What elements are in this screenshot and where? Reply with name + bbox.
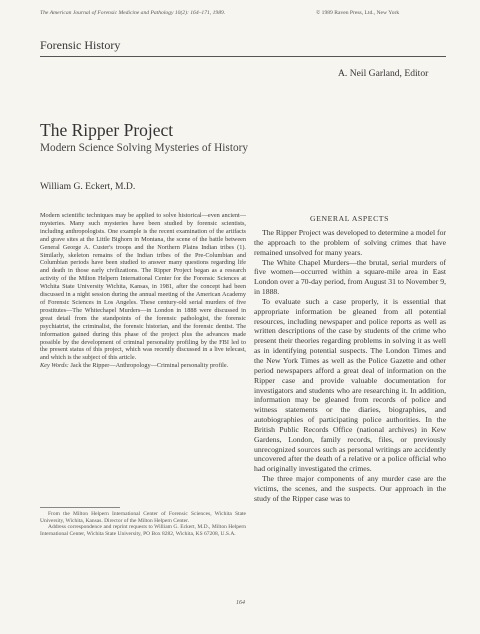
section-rule [40, 56, 446, 57]
keywords-line [40, 362, 246, 370]
copyright-notice: © 1989 Raven Press, Ltd., New York [316, 10, 400, 16]
journal-citation: The American Journal of Forensic Medicine and Pathology 10(2): 164–171, 1989. [40, 10, 226, 16]
keywords-label: Key Words: [40, 362, 69, 370]
footnote-rule [40, 507, 120, 508]
footnote-affiliation: From the Milton Helpern International Center of Forensic Sciences, Wichita State University, Wichita, Kansas. Director of the Milton Helpern Center. [40, 511, 246, 524]
footnote [40, 511, 246, 537]
section-heading: GENERAL ASPECTS [310, 214, 389, 223]
abstract-text: Modern scientific techniques may be applied to solve historical—even ancient—mysteries. Many such mysteries have been studied by forensic scientists, including anthropologists. One example is the recent examination of the artifacts and grave sites at the Little Bighorn in Montana, the scene of the battle between General George A. Custer's troops and the Northern Plains Indian tribes (1). Similarly, skeleton remains of the Indian tribes of the Pre-Columbian and Columbian periods have been studied to answer many questions regarding life and death in those early civilizations. The Ripper Project began as a research activity of the Milton Helpern International Center for the Forensic Sciences at Wichita State University Wichita, Kansas, in 1981, after the concept had been discussed in a night session during the annual meeting of the American Academy of Forensic Sciences in Los Angeles. These century-old serial murders of five prostitutes—The Whitechapel Murders—in London in 1888 were discussed in great detail from the standpoints of the forensic pathologist, the forensic psychiatrist, the criminalist, the forensic historian, and the forensic dentist. The information gained during this phase of the project plus the advances made possible by the development of criminal personality profiling by the FBI led to the present status of this project, which was recently discussed in a live telecast, and which is the subject of this article. [40, 212, 246, 362]
keywords: Jack the Ripper—Anthropology—Criminal personality profile. [70, 362, 229, 370]
body-text [254, 228, 446, 504]
abstract [40, 212, 246, 370]
article-author: William G. Eckert, M.D. [40, 181, 136, 192]
body-paragraph-2: The White Chapel Murders—the brutal, serial murders of five women—occurred within a square-mile area in East London over a 70-day period, from August 31 to November 9, in 1888. [254, 257, 446, 297]
footnote-address: Address correspondence and reprint requests to William G. Eckert, M.D., Milton Helpern International Center, Wichita State University, PO Box 8282, Wichita, KS 67208, U.S.A. [40, 524, 246, 537]
article-subtitle: Modern Science Solving Mysteries of History [40, 142, 249, 154]
body-paragraph-4: The three major components of any murder case are the victims, the scenes, and the suspects. Our approach in the study of the Ripper case was to [254, 474, 446, 503]
editor-line: A. Neil Garland, Editor [338, 68, 429, 79]
body-paragraph-3: To evaluate such a case properly, it is essential that appropriate information be gleaned from all potential resources, including newspaper and police reports as well as written descriptions of the case by students of the crime who present their theories regarding problems in solving it as well as in identifying potential suspects. The London Times and the New York Times as well as the Police Gazette and other period newspapers afford a great deal of information on the Ripper case and provide valuable documentation for investigators and students who are researching it. In addition, information may be gleaned from records of police and witness statements or the diaries, biographies, and autobiographies of participating police authorities. In the British Public Records Office (national archives) in Kew Gardens, London, family records, files, or previously unrecognized sources such as personal writings are accidently uncovered after the death of a relative or a police official who had originally investigated the crimes. [254, 296, 446, 474]
page-number: 164 [236, 600, 245, 606]
article-title: The Ripper Project [40, 120, 174, 140]
body-paragraph-1: The Ripper Project was developed to determine a model for the approach to the problem of solving crimes that have remained unsolved for many years. [254, 228, 446, 257]
section-title: Forensic History [40, 38, 121, 52]
